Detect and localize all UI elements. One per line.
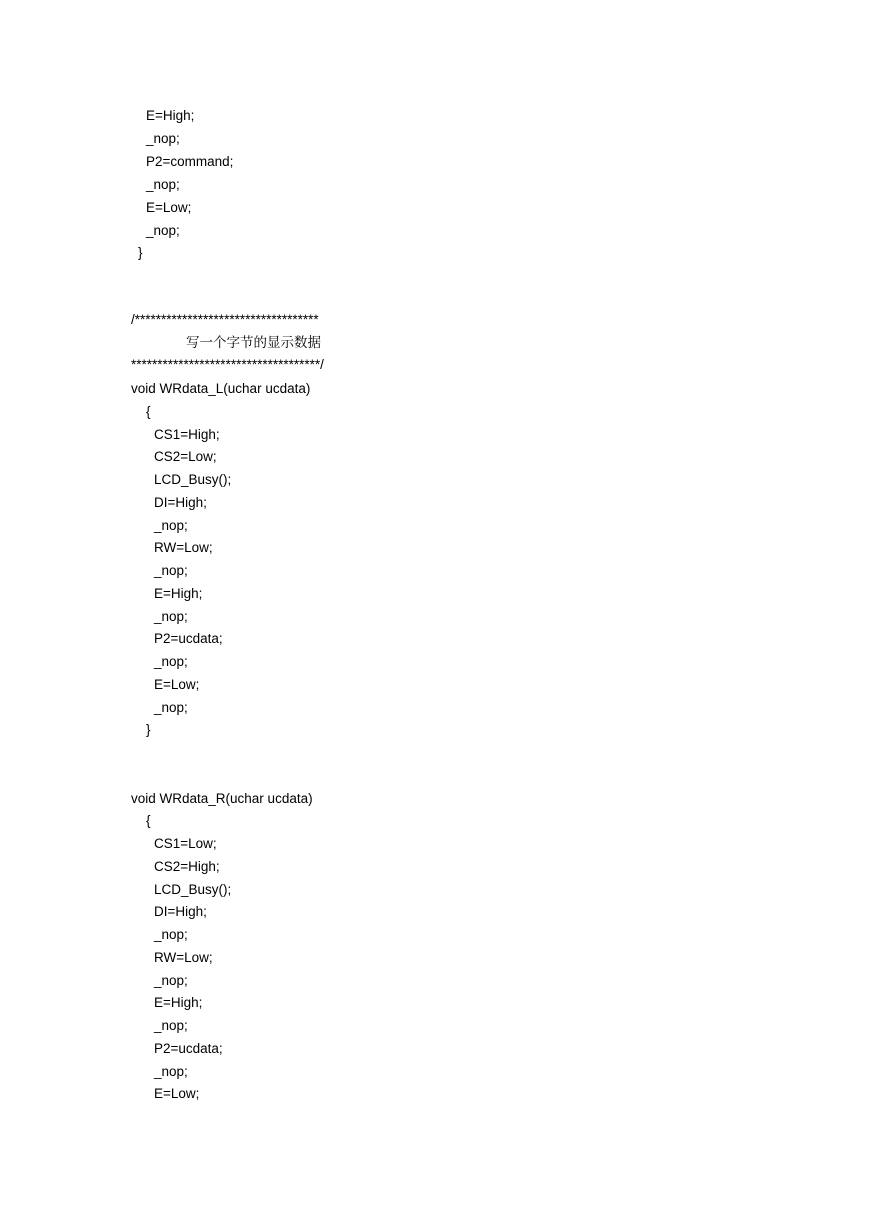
code-line: _nop; <box>154 1064 188 1079</box>
code-line: P2=ucdata; <box>154 631 223 646</box>
code-line: E=Low; <box>154 677 200 692</box>
code-line: _nop; <box>146 223 180 238</box>
code-line: _nop; <box>154 654 188 669</box>
opening-brace: { <box>146 404 151 419</box>
code-line: _nop; <box>154 1018 188 1033</box>
code-line: _nop; <box>154 609 188 624</box>
comment-bottom-line: ************************************/ <box>131 357 324 372</box>
code-line: CS1=Low; <box>154 836 217 851</box>
code-line: DI=High; <box>154 904 207 919</box>
code-line: P2=ucdata; <box>154 1041 223 1056</box>
code-line: E=High; <box>146 108 195 123</box>
code-line: E=High; <box>154 586 203 601</box>
closing-brace: } <box>146 722 151 737</box>
code-line: E=Low; <box>146 200 192 215</box>
code-line: _nop; <box>154 973 188 988</box>
code-line: CS2=High; <box>154 859 220 874</box>
code-line: CS2=Low; <box>154 449 217 464</box>
code-line: _nop; <box>146 131 180 146</box>
function-signature: void WRdata_L(uchar ucdata) <box>131 381 311 396</box>
code-line: DI=High; <box>154 495 207 510</box>
code-line: _nop; <box>154 927 188 942</box>
code-line: _nop; <box>154 518 188 533</box>
opening-brace: { <box>146 813 151 828</box>
function-signature: void WRdata_R(uchar ucdata) <box>131 791 313 806</box>
code-line: E=Low; <box>154 1086 200 1101</box>
comment-top-line: /*********************************** <box>131 312 319 327</box>
comment-text: 写一个字节的显示数据 <box>186 335 321 351</box>
code-line: P2=command; <box>146 154 234 169</box>
code-line: _nop; <box>154 700 188 715</box>
code-line: RW=Low; <box>154 540 213 555</box>
closing-brace: } <box>138 245 143 260</box>
code-line: _nop; <box>146 177 180 192</box>
code-line: RW=Low; <box>154 950 213 965</box>
code-line: LCD_Busy(); <box>154 882 232 897</box>
code-line: CS1=High; <box>154 427 220 442</box>
code-line: _nop; <box>154 563 188 578</box>
code-line: LCD_Busy(); <box>154 472 232 487</box>
code-line: E=High; <box>154 995 203 1010</box>
